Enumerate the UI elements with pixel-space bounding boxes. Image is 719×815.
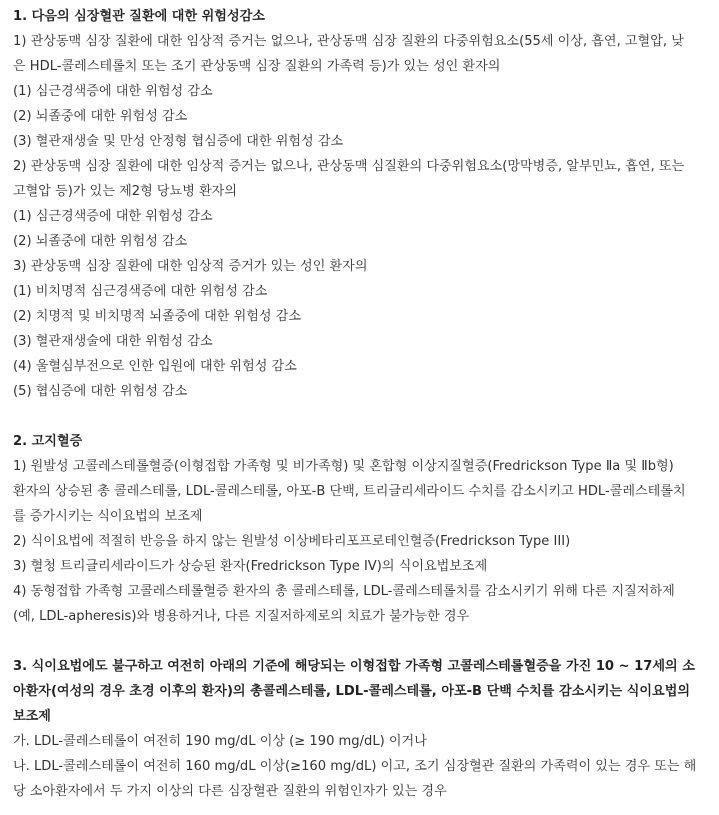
section-cardiovascular-risk	[13, 4, 711, 404]
text-line: 은 HDL-콜레스테롤치 또는 조기 관상동맥 심장 질환의 가족력 등)가 있는 성인 환자의	[13, 59, 501, 74]
text-line: 1) 원발성 고콜레스테롤혈증(이형접합 가족형 및 비가족형) 및 혼합형 이상지질혈증(Fredrickson Type Ⅱa 및 Ⅱb형)	[13, 459, 674, 474]
text-line: (2) 뇌졸중에 대한 위험성 감소	[13, 109, 188, 124]
section-3-title-line: 아환자(여성의 경우 초경 이후의 환자)의 총콜레스테롤, LDL-콜레스테롤, 아포-B 단백 수치를 감소시키는 식이요법의	[13, 684, 691, 699]
section-3-title-line: 3. 식이요법에도 불구하고 여전히 아래의 기준에 해당되는 이형접합 가족형 고콜레스테롤혈증을 가진 10 ~ 17세의 소	[13, 659, 695, 674]
text-line: (3) 혈관재생술 및 만성 안정형 협심증에 대한 위험성 감소	[13, 134, 344, 149]
text-line: 2) 식이요법에 적절히 반응을 하지 않는 원발성 이상베타리포프로테인혈증(Fredrickson Type III)	[13, 534, 571, 549]
paragraph-gap	[13, 629, 711, 654]
text-line: (2) 뇌졸중에 대한 위험성 감소	[13, 234, 188, 249]
text-line: (1) 심근경색증에 대한 위험성 감소	[13, 84, 213, 99]
section-hyperlipidemia	[13, 429, 711, 629]
text-line: 1) 관상동맥 심장 질환에 대한 임상적 증거는 없으나, 관상동맥 심장 질환의 다중위험요소(55세 이상, 흡연, 고혈압, 낮	[13, 34, 684, 49]
section-2-title: 2. 고지혈증	[13, 434, 83, 449]
text-line: (예, LDL-apheresis)와 병용하거나, 다른 지질저하제로의 치료가 불가능한 경우	[13, 609, 470, 624]
text-line: (1) 심근경색증에 대한 위험성 감소	[13, 209, 213, 224]
text-line: 고혈압 등)가 있는 제2형 당뇨병 환자의	[13, 184, 237, 199]
section-3-title-line: 보조제	[13, 709, 51, 724]
text-line: 4) 동형접합 가족형 고콜레스테롤혈증 환자의 총 콜레스테롤, LDL-콜레스테롤치를 감소시키기 위해 다른 지질저하제	[13, 584, 675, 599]
section-1-title: 1. 다음의 심장혈관 질환에 대한 위험성감소	[13, 9, 265, 24]
text-line: (2) 치명적 및 비치명적 뇌졸중에 대한 위험성 감소	[13, 309, 302, 324]
text-line: 환자의 상승된 총 콜레스테롤, LDL-콜레스테롤, 아포-B 단백, 트리글리세라이드 수치를 감소시키고 HDL-콜레스테롤치	[13, 484, 686, 499]
text-line: 3) 혈청 트리글리세라이드가 상승된 환자(Fredrickson Type IV)의 식이요법보조제	[13, 559, 488, 574]
text-line: 당 소아환자에서 두 가지 이상의 다른 심장혈관 질환의 위험인자가 있는 경우	[13, 784, 447, 799]
text-line: 나. LDL-콜레스테롤이 여전히 160 mg/dL 이상(≥160 mg/dL) 이고, 조기 심장혈관 질환의 가족력이 있는 경우 또는 해	[13, 759, 697, 774]
text-line: (5) 협심증에 대한 위험성 감소	[13, 384, 188, 399]
text-line: (4) 울혈심부전으로 인한 입원에 대한 위험성 감소	[13, 359, 297, 374]
text-line: 3) 관상동맥 심장 질환에 대한 임상적 증거가 있는 성인 환자의	[13, 259, 368, 274]
text-line: 가. LDL-콜레스테롤이 여전히 190 mg/dL 이상 (≥ 190 mg/dL) 이거나	[13, 734, 427, 749]
text-line: 2) 관상동맥 심장 질환에 대한 임상적 증거는 없으나, 관상동맥 심질환의 다중위험요소(망막병증, 알부민뇨, 흡연, 또는	[13, 159, 685, 174]
section-pediatric-familial	[13, 654, 711, 804]
paragraph-gap	[13, 404, 711, 429]
text-line: 를 증가시키는 식이요법의 보조제	[13, 509, 203, 524]
text-line: (3) 혈관재생술에 대한 위험성 감소	[13, 334, 213, 349]
text-line: (1) 비치명적 심근경색증에 대한 위험성 감소	[13, 284, 268, 299]
